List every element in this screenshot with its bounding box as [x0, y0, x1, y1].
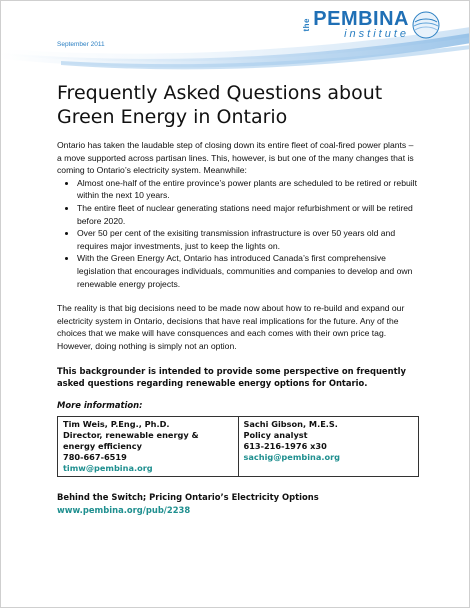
- contacts-table: [57, 416, 419, 477]
- bullet-item: • Over 50 per cent of the exisiting transmission infrastructure is over 50 years old and requires major investments, just to keep the lights on.: [77, 227, 419, 252]
- logo-the-text: the: [302, 17, 312, 32]
- bullet-list: [57, 177, 419, 290]
- contact-cell-weis: [58, 417, 239, 477]
- logo-sub-text: institute: [344, 28, 409, 40]
- publication-date: September 2011: [57, 41, 105, 48]
- bullet-item: • Almost one-half of the entire province’s power plants are scheduled to be retired or rebuilt within the next 10 years.: [77, 177, 419, 202]
- contact-name: Tim Weis, P.Eng., Ph.D.: [63, 419, 170, 430]
- publication-link-title: Behind the Switch; Pricing Ontario’s Electricity Options: [57, 492, 319, 503]
- contact-name: Sachi Gibson, M.E.S.: [243, 419, 338, 430]
- bullet-item: • With the Green Energy Act, Ontario has introduced Canada’s first comprehensive legislation that encourages individuals, communities and companies to develop and own renewable energy projects.: [77, 252, 419, 290]
- contact-cell-gibson: [238, 417, 419, 477]
- more-info-label: More information:: [57, 399, 143, 410]
- publication-link-url[interactable]: www.pembina.org/pub/2238: [57, 504, 191, 515]
- backgrounder-paragraph: This backgrounder is intended to provide some perspective on frequently asked questions regarding renewable energy options for Ontario.: [57, 365, 406, 388]
- contact-phone: 780-667-6519: [63, 452, 127, 463]
- contact-role: Director, renewable energy & energy efficiency: [63, 430, 199, 452]
- logo-main-text: PEMBINA: [313, 8, 409, 30]
- main-content: [57, 139, 419, 516]
- contact-role: Policy analyst: [243, 430, 308, 441]
- globe-icon: [411, 10, 441, 40]
- contact-email-link[interactable]: timw@pembina.org: [63, 463, 153, 474]
- page-title: Frequently Asked Questions about Green Energy in Ontario: [57, 82, 383, 128]
- bullet-item: • The entire fleet of nuclear generating stations need major refurbishment or will be retired before 2020.: [77, 202, 419, 227]
- contact-email-link[interactable]: sachig@pembina.org: [243, 452, 341, 463]
- contact-phone: 613-216-1976 x30: [243, 441, 327, 452]
- pembina-logo: [302, 9, 441, 40]
- logo-wordmark: [313, 9, 409, 40]
- intro-paragraph: Ontario has taken the laudable step of closing down its entire fleet of coal-fired power plants – a move supported across partisan lines. This, however, is but one of the many changes that is coming to Ontario’s electricity system. Meanwhile:: [57, 140, 414, 176]
- reality-paragraph: The reality is that big decisions need to be made now about how to re-build and expand our electricity system in Ontario, decisions that have real implications for the future. Any of the choices that we make will have consquences and each comes with their own price tag. However, doing nothing is simply not an option.: [57, 303, 405, 351]
- contacts-row: [58, 417, 419, 477]
